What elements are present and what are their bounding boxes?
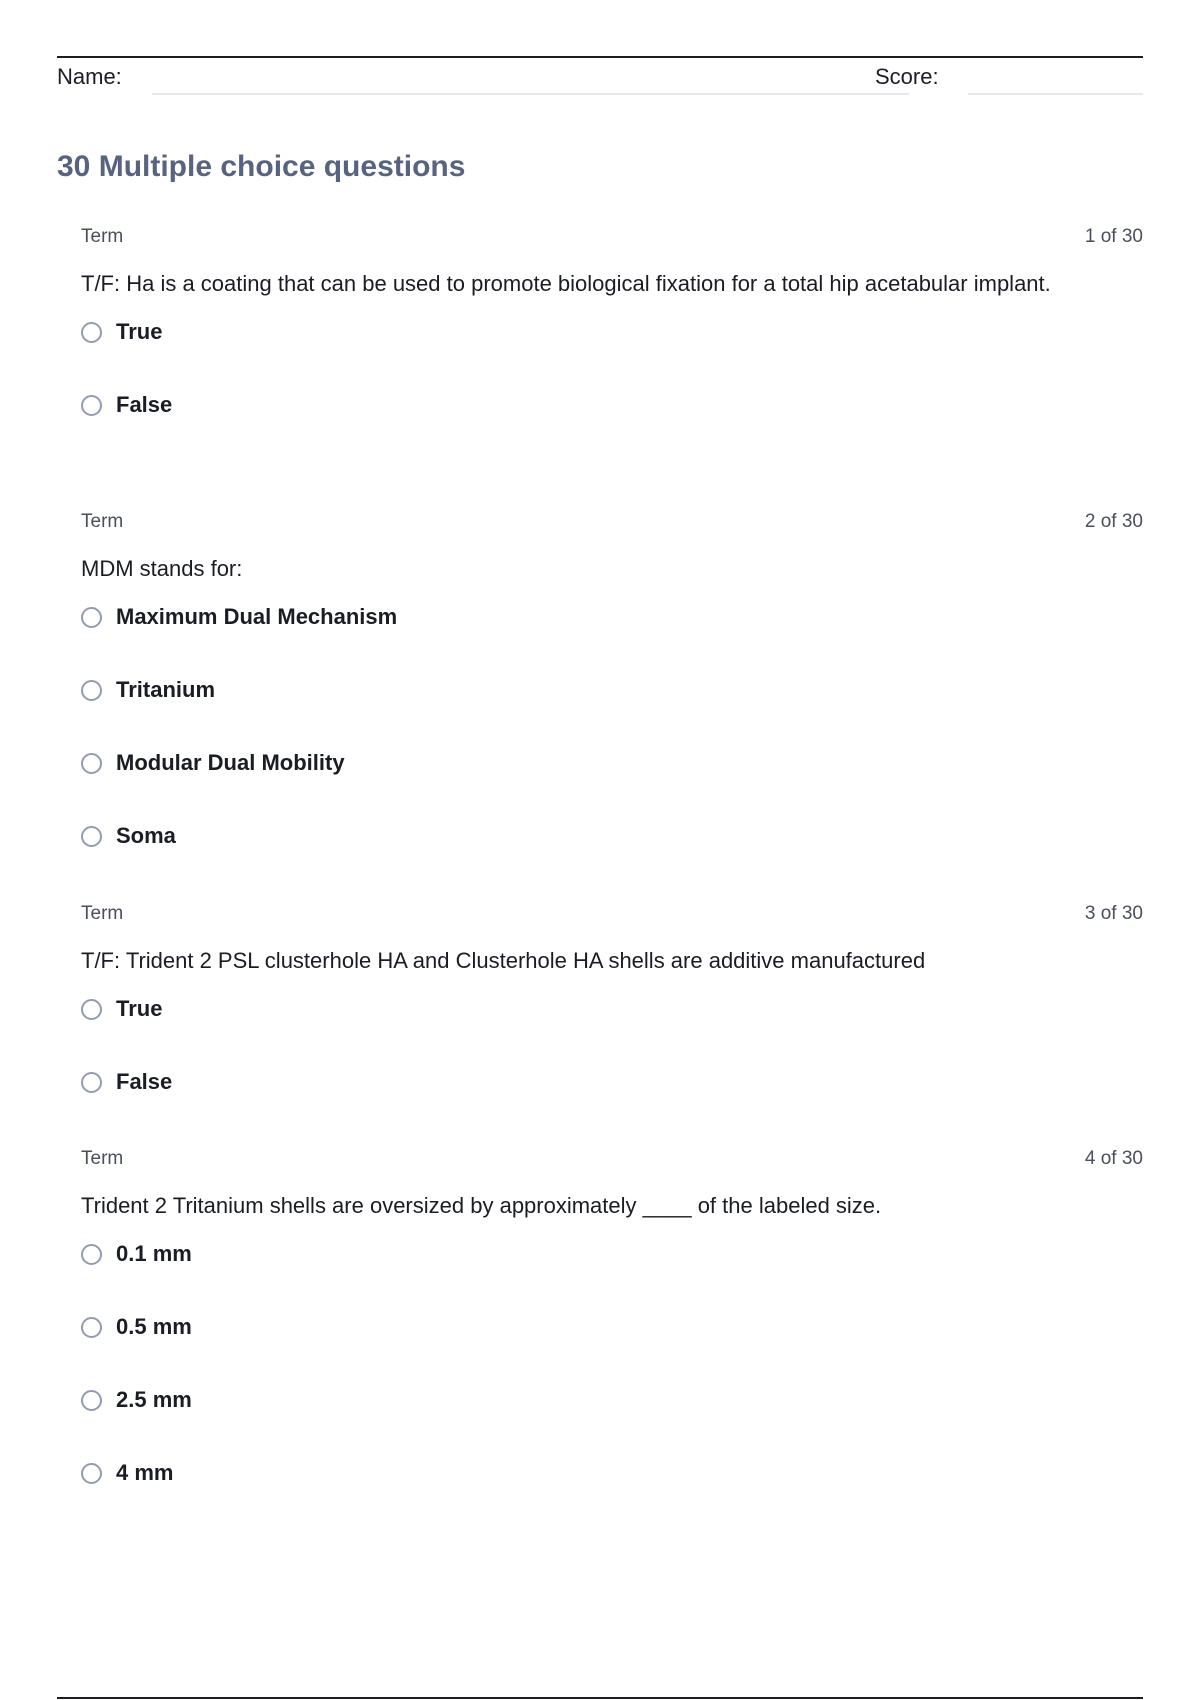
answer-option[interactable] bbox=[81, 1240, 1143, 1313]
question-counter: 2 of 30 bbox=[1084, 511, 1143, 532]
page-title: 30 Multiple choice questions bbox=[57, 150, 466, 183]
answer-label: True bbox=[116, 319, 163, 344]
question-counter: 1 of 30 bbox=[1084, 226, 1143, 247]
answer-options bbox=[81, 995, 1143, 1141]
radio-button-icon[interactable] bbox=[81, 1390, 102, 1411]
radio-button-icon[interactable] bbox=[81, 999, 102, 1020]
answer-option[interactable] bbox=[81, 676, 1143, 749]
answer-option[interactable] bbox=[81, 1313, 1143, 1386]
question-text: T/F: Ha is a coating that can be used to promote biological fixation for a total hip acetabular implant. bbox=[81, 271, 1051, 296]
bottom-divider bbox=[57, 1697, 1143, 1699]
name-field[interactable] bbox=[152, 93, 909, 95]
answer-option[interactable] bbox=[81, 603, 1143, 676]
answer-label: False bbox=[116, 392, 173, 417]
question-text: T/F: Trident 2 PSL clusterhole HA and Clusterhole HA shells are additive manufactured bbox=[81, 948, 926, 973]
answer-option[interactable] bbox=[81, 995, 1143, 1068]
answer-option[interactable] bbox=[81, 1068, 1143, 1141]
radio-button-icon[interactable] bbox=[81, 826, 102, 847]
quiz-page bbox=[57, 0, 1143, 1700]
top-divider bbox=[57, 56, 1143, 58]
answer-options bbox=[81, 318, 1143, 464]
answer-label: Tritanium bbox=[116, 677, 216, 702]
question-1 bbox=[81, 226, 1143, 464]
radio-button-icon[interactable] bbox=[81, 753, 102, 774]
term-label: Term bbox=[81, 511, 124, 532]
term-label: Term bbox=[81, 903, 124, 924]
answer-option[interactable] bbox=[81, 822, 1143, 895]
radio-button-icon[interactable] bbox=[81, 395, 102, 416]
radio-button-icon[interactable] bbox=[81, 607, 102, 628]
answer-option[interactable] bbox=[81, 391, 1143, 464]
answer-label: Soma bbox=[116, 823, 176, 848]
answer-option[interactable] bbox=[81, 318, 1143, 391]
radio-button-icon[interactable] bbox=[81, 1072, 102, 1093]
answer-label: 4 mm bbox=[116, 1460, 174, 1485]
term-label: Term bbox=[81, 226, 124, 247]
question-4 bbox=[81, 1148, 1143, 1532]
answer-options bbox=[81, 603, 1143, 895]
question-2 bbox=[81, 511, 1143, 895]
answer-label: Maximum Dual Mechanism bbox=[116, 604, 398, 629]
answer-options bbox=[81, 1240, 1143, 1532]
answer-option[interactable] bbox=[81, 1459, 1143, 1532]
question-text: Trident 2 Tritanium shells are oversized by approximately ____ of the labeled size. bbox=[81, 1193, 882, 1218]
answer-label: True bbox=[116, 996, 163, 1021]
radio-button-icon[interactable] bbox=[81, 1463, 102, 1484]
question-text: MDM stands for: bbox=[81, 556, 243, 581]
term-label: Term bbox=[81, 1148, 124, 1169]
radio-button-icon[interactable] bbox=[81, 680, 102, 701]
question-counter: 3 of 30 bbox=[1084, 903, 1143, 924]
name-label: Name: bbox=[57, 64, 122, 89]
answer-option[interactable] bbox=[81, 749, 1143, 822]
question-counter: 4 of 30 bbox=[1084, 1148, 1143, 1169]
question-3 bbox=[81, 903, 1143, 1141]
answer-label: Modular Dual Mobility bbox=[116, 750, 345, 775]
answer-option[interactable] bbox=[81, 1386, 1143, 1459]
radio-button-icon[interactable] bbox=[81, 1317, 102, 1338]
radio-button-icon[interactable] bbox=[81, 322, 102, 343]
answer-label: False bbox=[116, 1069, 173, 1094]
answer-label: 0.5 mm bbox=[116, 1314, 192, 1339]
answer-label: 2.5 mm bbox=[116, 1387, 192, 1412]
radio-button-icon[interactable] bbox=[81, 1244, 102, 1265]
answer-label: 0.1 mm bbox=[116, 1241, 192, 1266]
score-field[interactable] bbox=[968, 93, 1143, 95]
score-label: Score: bbox=[875, 64, 939, 89]
